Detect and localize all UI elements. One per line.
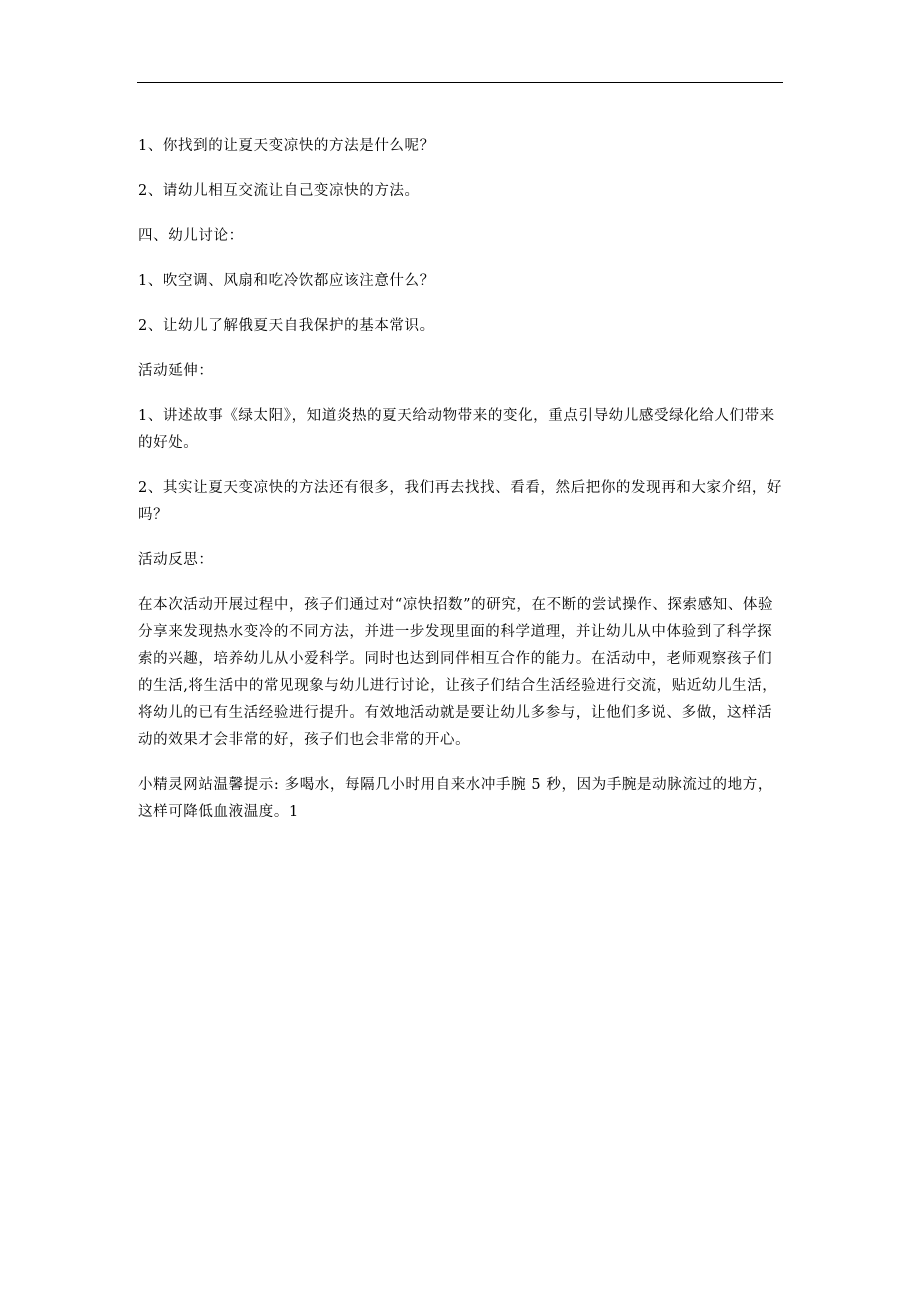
paragraph-story-green-sun: 1、讲述故事《绿太阳》，知道炎热的夏天给动物带来的变化，重点引导幼儿感受绿化给人们带来的好处。	[138, 408, 775, 451]
paragraph-exchange-methods: 2、请幼儿相互交流让自己变凉快的方法。	[138, 183, 420, 199]
paragraph-site-tip: 小精灵网站温馨提示: 多喝水，每隔几小时用自来水冲手腕 5 秒，因为手腕是动脉流过的地方，这样可降低血液温度。1	[138, 777, 773, 820]
paragraph-find-more-methods: 2、其实让夏天变凉快的方法还有很多，我们再去找找、看看，然后把你的发现再和大家介绍，好吗？	[138, 480, 783, 523]
paragraph-question-cool-method: 1、你找到的让夏天变凉快的方法是什么呢？	[138, 138, 435, 154]
section-heading-extension: 活动延伸：	[138, 363, 214, 379]
paragraph-reflection-body: 在本次活动开展过程中，孩子们通过对“凉快招数”的研究，在不断的尝试操作、探索感知、体验分享来发现热水变冷的不同方法，并进一步发现里面的科学道理，并让幼儿从中体验到了科学探索的兴趣，培养幼儿从小爱科学。同时也达到同伴相互合作的能力。在活动中，老师观察孩子们的生活,将生活中的常见现象与幼儿进行讨论，让孩子们结合生活经验进行交流，贴近幼儿生活，将幼儿的已有生活经验进行提升。有效地活动就是要让幼儿多参与，让他们多说、多做，这样活动的效果才会非常的好，孩子们也会非常的开心。	[138, 597, 778, 748]
paragraph-discussion-question: 1、吹空调、风扇和吃冷饮都应该注意什么？	[138, 273, 435, 289]
header-rule	[137, 82, 783, 83]
section-heading-reflection: 活动反思：	[138, 552, 214, 568]
section-heading-discussion: 四、幼儿讨论：	[138, 228, 244, 244]
document-body	[138, 133, 783, 844]
paragraph-self-protection: 2、让幼儿了解俄夏天自我保护的基本常识。	[138, 318, 435, 334]
